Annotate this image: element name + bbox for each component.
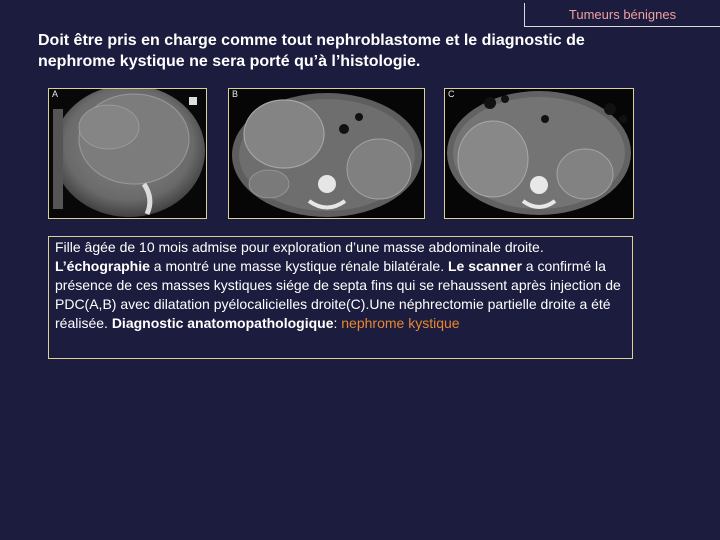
caption-scanner-label: Le scanner [447, 258, 522, 274]
caption-diagnosis-label: Diagnostic anatomopathologique [111, 315, 334, 331]
image-label-a: A [52, 89, 59, 99]
slide-title: Doit être pris en charge comme tout nephroblastome et le diagnostic de nephrome kystique ne sera porté qu’à l’histologie. [38, 32, 585, 70]
ct-scan-c-graphic [445, 89, 633, 218]
caption-echo-label: L’échographie [55, 258, 150, 274]
ct-scan-b-graphic [229, 89, 424, 218]
ct-image-a [48, 88, 207, 219]
caption-diagnosis-separator: : [333, 315, 342, 331]
caption-diagnosis-value: nephrome kystique [341, 315, 460, 331]
ct-image-c [444, 88, 634, 219]
ct-scan-a-graphic [49, 89, 206, 218]
image-label-c: C [448, 89, 455, 99]
caption-scanner-text: a confirmé la présence de ces masses kystiques siége de septa fins qui se rehaussent après injection de PDC(A,B) avec dilatation pyélocalicielles droite(C).Une néphrectomie partielle droite a été réalisée. [55, 258, 621, 331]
caption-intro: Fille âgée de 10 mois admise pour exploration d’une masse abdominale droite. [55, 239, 544, 255]
case-description [48, 236, 633, 359]
caption-echo-text: a montré une masse kystique rénale bilatérale. [149, 258, 448, 274]
section-tag: Tumeurs bénignes [524, 3, 720, 27]
image-label-b: B [232, 89, 239, 99]
ct-image-b [228, 88, 425, 219]
